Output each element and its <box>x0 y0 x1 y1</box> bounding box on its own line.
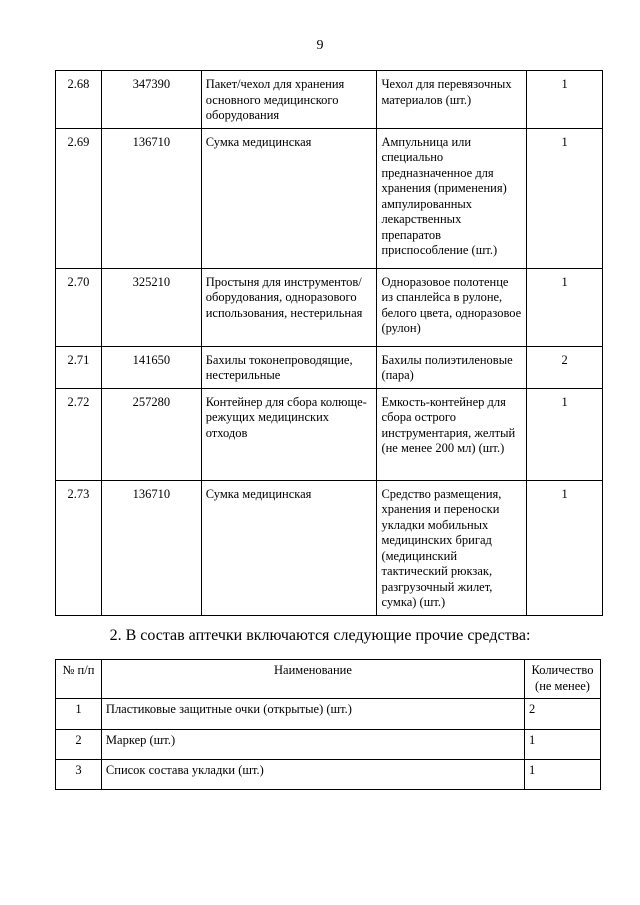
row-spec: Средство размещения, хранения и переноски укладки мобильных медицинских бригад (медицинский тактический рюкзак, разгрузочный жилет, сумка) (шт.) <box>377 480 527 615</box>
header-name: Наименование <box>101 660 524 699</box>
row-qty: 1 <box>527 480 603 615</box>
row-name: Пакет/чехол для хранения основного медицинского оборудования <box>201 71 377 129</box>
row-number: 1 <box>56 699 102 730</box>
row-number: 2.73 <box>56 480 102 615</box>
section-heading: 2. В состав аптечки включаются следующие прочие средства: <box>109 627 531 644</box>
row-name: Список состава укладки (шт.) <box>101 760 524 790</box>
row-name: Бахилы токонепроводящие, нестерильные <box>201 346 377 388</box>
row-qty: 2 <box>527 346 603 388</box>
row-number: 3 <box>56 760 102 790</box>
row-code: 136710 <box>101 480 201 615</box>
row-qty: 1 <box>527 388 603 480</box>
row-name: Простыня для инструментов/оборудования, одноразового использования, нестерильная <box>201 268 377 346</box>
other-items-table <box>55 659 601 790</box>
row-number: 2.70 <box>56 268 102 346</box>
row-spec: Емкость-контейнер для сбора острого инструментария, желтый (не менее 200 мл) (шт.) <box>377 388 527 480</box>
row-code: 257280 <box>101 388 201 480</box>
row-code: 136710 <box>101 128 201 268</box>
row-qty: 1 <box>525 760 601 790</box>
row-spec: Одноразовое полотенце из спанлейса в рулоне, белого цвета, одноразовое (рулон) <box>377 268 527 346</box>
row-name: Сумка медицинская <box>201 128 377 268</box>
table-row <box>56 388 603 480</box>
row-number: 2.68 <box>56 71 102 129</box>
header-number: № п/п <box>56 660 102 699</box>
row-qty: 2 <box>525 699 601 730</box>
table-row <box>56 730 601 760</box>
row-qty: 1 <box>525 730 601 760</box>
table-row <box>56 760 601 790</box>
row-spec: Ампульница или специально предназначенное для хранения (применения) ампулированных лекарственных препаратов приспособление (шт.) <box>377 128 527 268</box>
table-row <box>56 128 603 268</box>
row-qty: 1 <box>527 71 603 129</box>
row-name: Маркер (шт.) <box>101 730 524 760</box>
table-row <box>56 71 603 129</box>
row-number: 2 <box>56 730 102 760</box>
row-code: 325210 <box>101 268 201 346</box>
row-code: 141650 <box>101 346 201 388</box>
row-qty: 1 <box>527 128 603 268</box>
table-row <box>56 480 603 615</box>
row-code: 347390 <box>101 71 201 129</box>
row-name: Сумка медицинская <box>201 480 377 615</box>
page-number: 9 <box>316 38 324 53</box>
table-row <box>56 268 603 346</box>
row-name: Контейнер для сбора колюще-режущих медицинских отходов <box>201 388 377 480</box>
table-row <box>56 346 603 388</box>
row-number: 2.69 <box>56 128 102 268</box>
header-qty: Количество (не менее) <box>525 660 601 699</box>
equipment-table <box>55 70 603 616</box>
row-qty: 1 <box>527 268 603 346</box>
row-number: 2.72 <box>56 388 102 480</box>
row-number: 2.71 <box>56 346 102 388</box>
table-row <box>56 699 601 730</box>
row-spec: Бахилы полиэтиленовые (пара) <box>377 346 527 388</box>
row-name: Пластиковые защитные очки (открытые) (шт.) <box>101 699 524 730</box>
table-header-row <box>56 660 601 699</box>
row-spec: Чехол для перевязочных материалов (шт.) <box>377 71 527 129</box>
